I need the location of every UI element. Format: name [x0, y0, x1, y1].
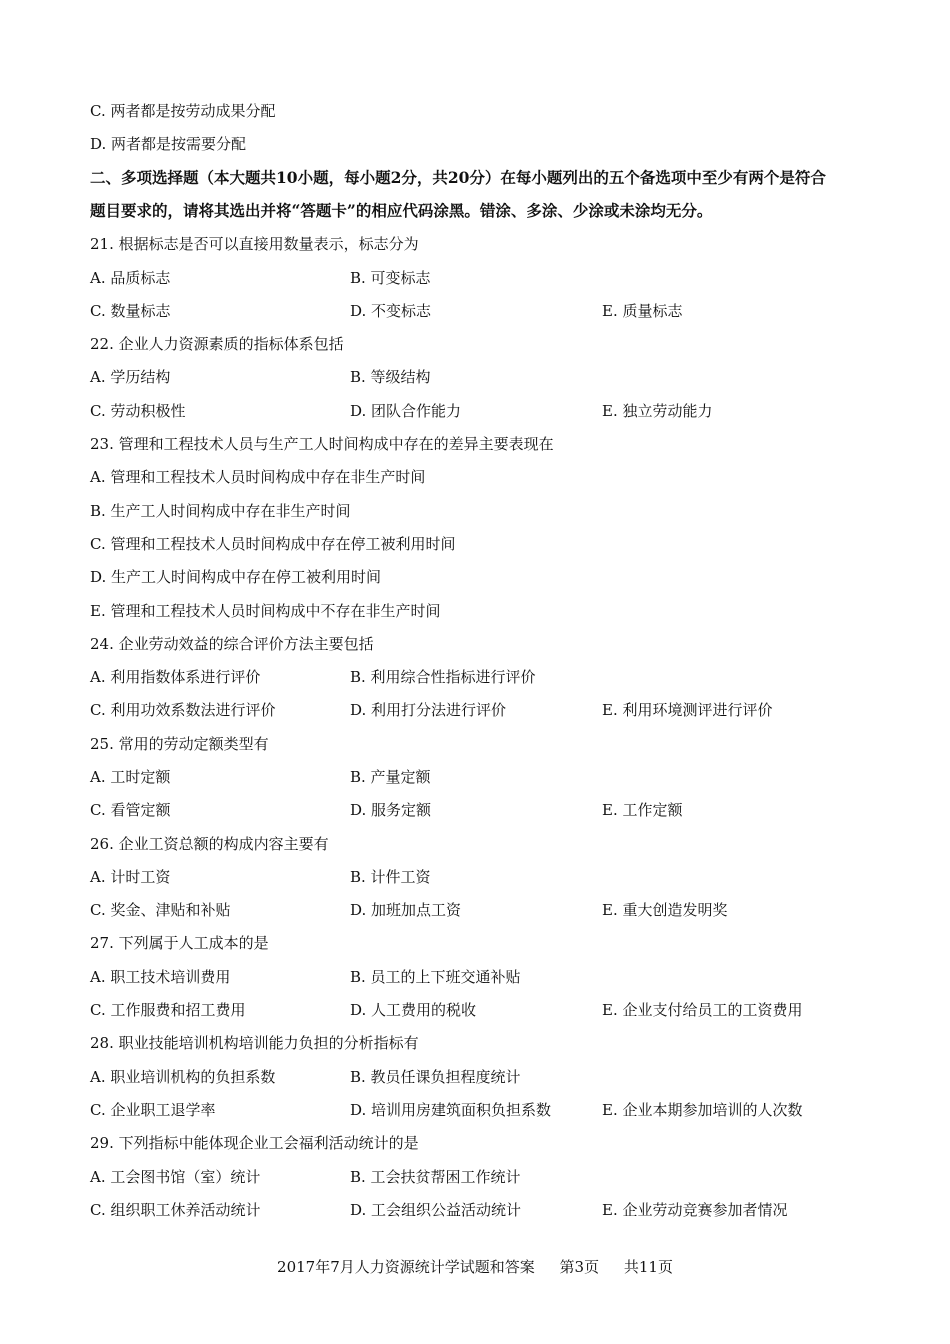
option-item: C. 组织职工休养活动统计 [90, 1201, 261, 1219]
option-item: E. 企业本期参加培训的人次数 [602, 1101, 803, 1119]
option-item: B. 等级结构 [350, 368, 431, 386]
text-line: C. 两者都是按劳动成果分配 [90, 102, 276, 120]
option-row [90, 366, 890, 388]
option-item: E. 企业劳动竞赛参加者情况 [602, 1201, 788, 1219]
text-line: 24. 企业劳动效益的综合评价方法主要包括 [90, 635, 374, 653]
option-item: A. 品质标志 [90, 269, 171, 287]
option-item: D. 不变标志 [350, 302, 432, 320]
option-row [90, 1166, 890, 1188]
text-line: C. 管理和工程技术人员时间构成中存在停工被利用时间 [90, 535, 456, 553]
text-line: 23. 管理和工程技术人员与生产工人时间构成中存在的差异主要表现在 [90, 435, 554, 453]
option-item: E. 重大创造发明奖 [602, 901, 728, 919]
option-item: A. 职业培训机构的负担系数 [90, 1068, 276, 1086]
text-line: D. 两者都是按需要分配 [90, 135, 247, 153]
option-row [90, 866, 890, 888]
section-heading: 题目要求的，请将其选出并将“答题卡”的相应代码涂黑。错涂、多涂、少涂或未涂均无分。 [90, 201, 713, 220]
option-row [90, 1099, 890, 1121]
option-item: B. 产量定额 [350, 768, 431, 786]
option-item: E. 工作定额 [602, 801, 683, 819]
option-item: A. 利用指数体系进行评价 [90, 668, 261, 686]
option-item: E. 质量标志 [602, 302, 683, 320]
option-item: E. 企业支付给员工的工资费用 [602, 1001, 803, 1019]
option-item: B. 可变标志 [350, 269, 431, 287]
option-item: A. 计时工资 [90, 868, 171, 886]
option-row [90, 966, 890, 988]
section-heading: 二、多项选择题（本大题共10小题，每小题2分，共20分）在每小题列出的五个备选项中至少有两个是符合 [90, 168, 826, 187]
option-row [90, 666, 890, 688]
option-item: B. 教员任课负担程度统计 [350, 1068, 521, 1086]
option-item: D. 培训用房建筑面积负担系数 [350, 1101, 552, 1119]
option-item: A. 工时定额 [90, 768, 171, 786]
option-item: E. 独立劳动能力 [602, 402, 713, 420]
option-row [90, 267, 890, 289]
option-item: C. 数量标志 [90, 302, 171, 320]
option-item: D. 加班加点工资 [350, 901, 462, 919]
option-item: B. 计件工资 [350, 868, 431, 886]
text-line: 22. 企业人力资源素质的指标体系包括 [90, 335, 344, 353]
text-line: 21. 根据标志是否可以直接用数量表示，标志分为 [90, 235, 419, 253]
text-line: D. 生产工人时间构成中存在停工被利用时间 [90, 568, 382, 586]
option-item: E. 利用环境测评进行评价 [602, 701, 773, 719]
option-item: A. 学历结构 [90, 368, 171, 386]
option-row [90, 899, 890, 921]
page-footer [0, 1256, 950, 1278]
text-line: 26. 企业工资总额的构成内容主要有 [90, 835, 329, 853]
option-item: D. 团队合作能力 [350, 402, 462, 420]
text-line: 27. 下列属于人工成本的是 [90, 934, 269, 952]
option-item: C. 劳动积极性 [90, 402, 186, 420]
footer-page-number: 第3页 [559, 1258, 600, 1276]
footer-total-pages: 共11页 [623, 1258, 673, 1276]
text-line: 28. 职业技能培训机构培训能力负担的分析指标有 [90, 1034, 419, 1052]
text-line: E. 管理和工程技术人员时间构成中不存在非生产时间 [90, 602, 441, 620]
option-row [90, 1199, 890, 1221]
option-row [90, 999, 890, 1021]
option-item: B. 工会扶贫帮困工作统计 [350, 1168, 521, 1186]
option-row [90, 300, 890, 322]
text-line: B. 生产工人时间构成中存在非生产时间 [90, 502, 351, 520]
text-line: 29. 下列指标中能体现企业工会福利活动统计的是 [90, 1134, 419, 1152]
footer-title: 2017年7月人力资源统计学试题和答案 [277, 1258, 535, 1276]
text-line: A. 管理和工程技术人员时间构成中存在非生产时间 [90, 468, 426, 486]
option-item: C. 工作服费和招工费用 [90, 1001, 246, 1019]
option-item: C. 利用功效系数法进行评价 [90, 701, 276, 719]
option-item: B. 利用综合性指标进行评价 [350, 668, 536, 686]
option-item: D. 服务定额 [350, 801, 432, 819]
option-item: B. 员工的上下班交通补贴 [350, 968, 521, 986]
option-item: C. 企业职工退学率 [90, 1101, 216, 1119]
option-item: D. 工会组织公益活动统计 [350, 1201, 522, 1219]
option-row [90, 1066, 890, 1088]
option-item: A. 职工技术培训费用 [90, 968, 231, 986]
option-item: C. 看管定额 [90, 801, 171, 819]
text-line: 25. 常用的劳动定额类型有 [90, 735, 269, 753]
option-item: D. 人工费用的税收 [350, 1001, 477, 1019]
option-item: D. 利用打分法进行评价 [350, 701, 507, 719]
option-item: A. 工会图书馆（室）统计 [90, 1168, 261, 1186]
option-row [90, 699, 890, 721]
option-row [90, 799, 890, 821]
option-row [90, 766, 890, 788]
option-row [90, 400, 890, 422]
option-item: C. 奖金、津贴和补贴 [90, 901, 231, 919]
